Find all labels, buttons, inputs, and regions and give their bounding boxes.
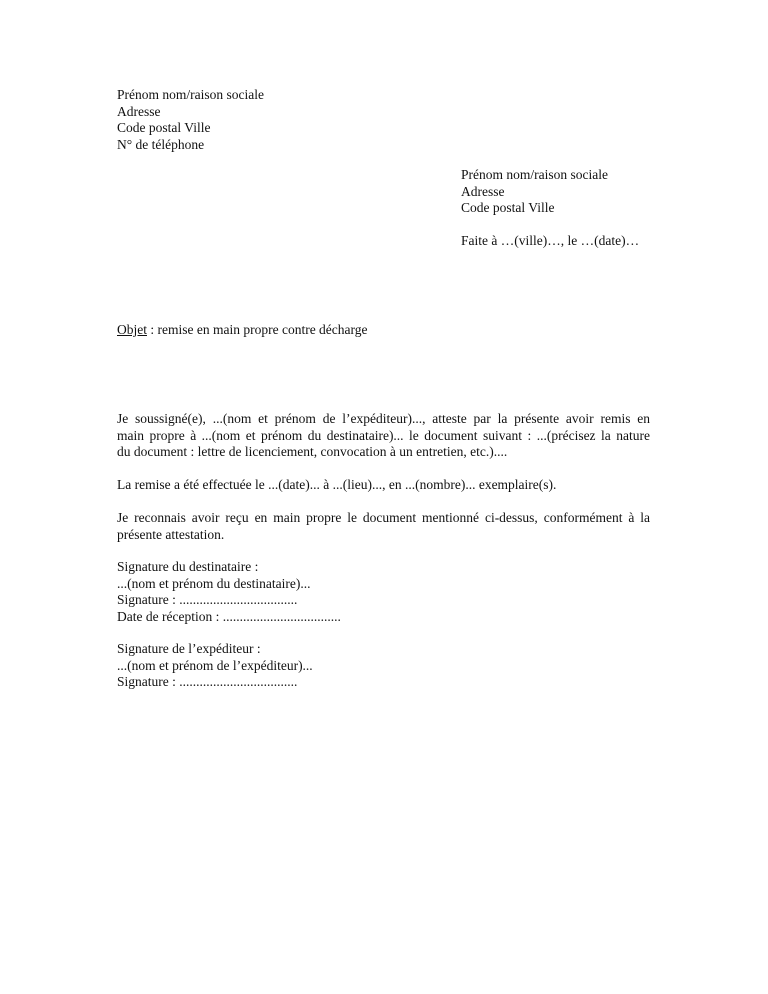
sender-signature-heading: Signature de l’expéditeur : <box>117 641 261 656</box>
paragraph-line: Je soussigné(e), ...(nom et prénom de l’expéditeur)..., atteste par la présente avoir remis en <box>117 411 650 426</box>
subject-value: : remise en main propre contre décharge <box>147 322 368 337</box>
subject-line <box>117 322 368 339</box>
subject-label: Objet <box>117 322 147 337</box>
paragraph-line: présente attestation. <box>117 526 225 542</box>
sender-block <box>117 87 264 153</box>
paragraph-line: Je reconnais avoir reçu en main propre le document mentionné ci-dessus, conformément à la <box>117 510 650 525</box>
paragraph-acknowledgement <box>117 510 650 543</box>
sender-name: Prénom nom/raison sociale <box>117 87 264 102</box>
subject-text <box>117 322 368 339</box>
sender-postal-city: Code postal Ville <box>117 120 211 135</box>
paragraph-line: main propre à ...(nom et prénom du destinataire)... le document suivant : ...(précisez la nature <box>117 427 650 443</box>
place-date-text: Faite à …(ville)…, le …(date)… <box>461 233 640 248</box>
recipient-postal-city: Code postal Ville <box>461 200 555 215</box>
sender-phone: N° de téléphone <box>117 136 205 152</box>
sender-address: Adresse <box>117 103 161 119</box>
paragraph-attestation <box>117 411 650 461</box>
recipient-signature-heading: Signature du destinataire : <box>117 559 259 574</box>
recipient-address: Adresse <box>461 183 505 199</box>
recipient-block <box>461 167 608 217</box>
place-date <box>461 233 639 250</box>
recipient-reception-date: Date de réception : ................................... <box>117 608 341 624</box>
paragraph-line: La remise a été effectuée le ...(date)... à ...(lieu)..., en ...(nombre)... exemplaire(s). <box>117 477 557 492</box>
sender-signature-line: Signature : ................................... <box>117 674 298 689</box>
paragraph-line: du document : lettre de licenciement, convocation à un entretien, etc.).... <box>117 444 508 459</box>
recipient-signature-line: Signature : ................................... <box>117 592 298 607</box>
recipient-name: Prénom nom/raison sociale <box>461 167 608 182</box>
recipient-signature-block <box>117 559 341 625</box>
paragraph-delivery <box>117 477 650 494</box>
sender-signature-name: ...(nom et prénom de l’expéditeur)... <box>117 657 313 673</box>
recipient-signature-name: ...(nom et prénom du destinataire)... <box>117 575 311 591</box>
sender-signature-block <box>117 641 313 691</box>
